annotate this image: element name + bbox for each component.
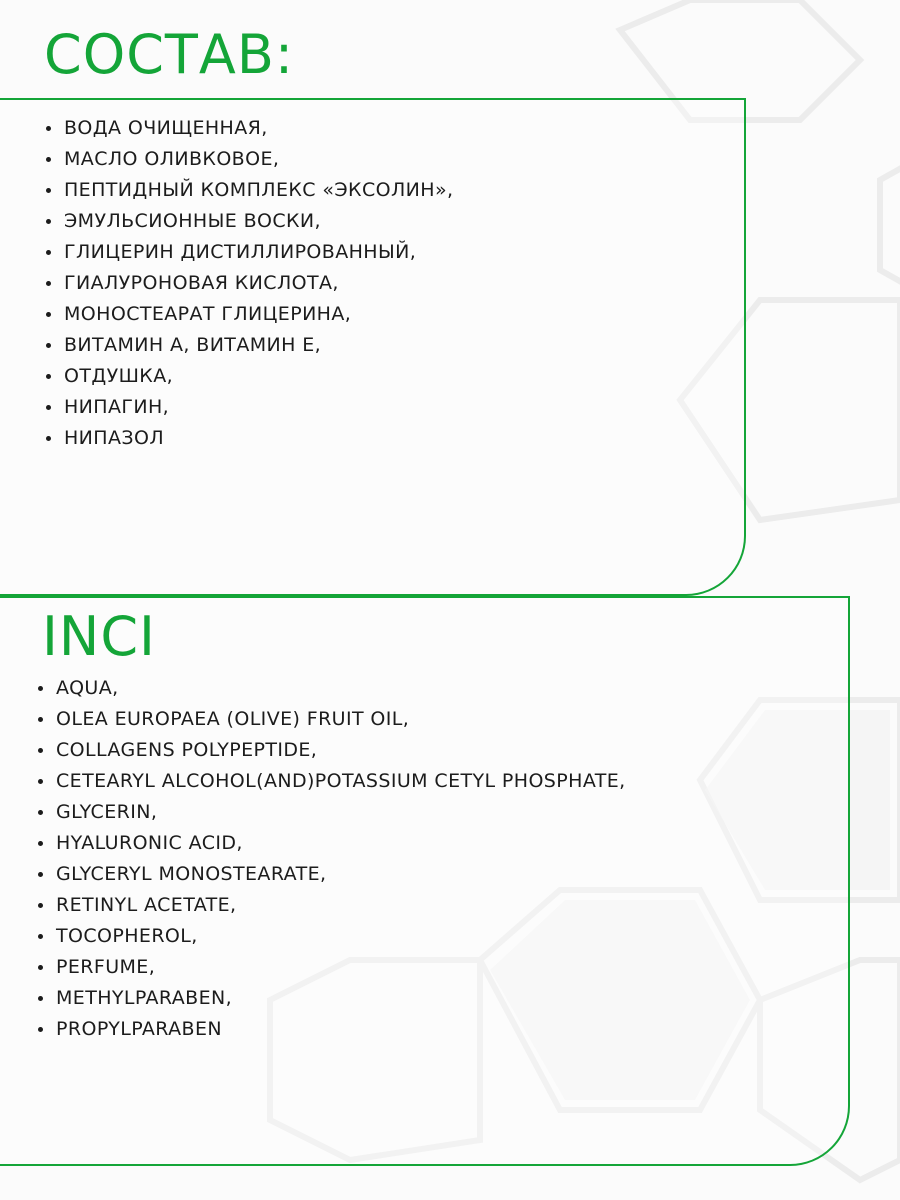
ingredient-text: ОТДУШКА, <box>64 365 174 387</box>
list-item <box>64 113 453 144</box>
bullet-icon <box>46 405 51 410</box>
bullet-icon <box>38 717 43 722</box>
bullet-icon <box>46 343 51 348</box>
ingredient-text: METHYLPARABEN, <box>56 987 233 1009</box>
ingredient-text: ВОДА ОЧИЩЕННАЯ, <box>64 117 268 139</box>
list-item <box>64 175 453 206</box>
sostav-title: СОСТАВ: <box>44 23 295 86</box>
bullet-icon <box>38 748 43 753</box>
bullet-icon <box>38 996 43 1001</box>
ingredient-text: ПЕПТИДНЫЙ КОМПЛЕКС «ЭКСОЛИН», <box>64 179 454 201</box>
list-item <box>64 237 453 268</box>
list-item <box>56 921 626 952</box>
list-item <box>56 952 626 983</box>
bullet-icon <box>46 188 51 193</box>
list-item <box>64 392 453 423</box>
list-item <box>56 1014 626 1045</box>
bullet-icon <box>38 903 43 908</box>
list-item <box>64 423 453 454</box>
list-item <box>56 797 626 828</box>
ingredient-text: PERFUME, <box>56 956 156 978</box>
bullet-icon <box>38 841 43 846</box>
list-item <box>64 299 453 330</box>
bullet-icon <box>46 126 51 131</box>
ingredient-text: PROPYLPARABEN <box>56 1018 222 1040</box>
bullet-icon <box>38 779 43 784</box>
bullet-icon <box>46 312 51 317</box>
ingredient-text: НИПАГИН, <box>64 396 170 418</box>
bullet-icon <box>46 281 51 286</box>
ingredient-text: TOCOPHEROL, <box>56 925 198 947</box>
ingredient-text: RETINYL ACETATE, <box>56 894 237 916</box>
bullet-icon <box>38 810 43 815</box>
ingredient-text: HYALURONIC ACID, <box>56 832 243 854</box>
ingredient-text: ЭМУЛЬСИОННЫЕ ВОСКИ, <box>64 210 321 232</box>
list-item <box>56 983 626 1014</box>
bullet-icon <box>46 250 51 255</box>
ingredient-text: OLEA EUROPAEA (OLIVE) FRUIT OIL, <box>56 708 410 730</box>
bullet-icon <box>46 374 51 379</box>
bullet-icon <box>46 436 51 441</box>
ingredient-text: ВИТАМИН А, ВИТАМИН Е, <box>64 334 322 356</box>
list-item <box>64 330 453 361</box>
inci-title: INCI <box>42 605 156 668</box>
ingredient-text: COLLAGENS POLYPEPTIDE, <box>56 739 318 761</box>
list-item <box>56 890 626 921</box>
ingredient-text: AQUA, <box>56 677 119 699</box>
list-item <box>64 206 453 237</box>
ingredient-text: CETEARYL ALCOHOL(AND)POTASSIUM CETYL PHOSPHATE, <box>56 770 626 792</box>
bullet-icon <box>38 872 43 877</box>
list-item <box>56 766 626 797</box>
list-item <box>64 361 453 392</box>
bullet-icon <box>46 219 51 224</box>
inci-ingredient-list <box>56 673 626 1045</box>
bullet-icon <box>38 686 43 691</box>
list-item <box>56 735 626 766</box>
bullet-icon <box>46 157 51 162</box>
ingredient-text: GLYCERIN, <box>56 801 158 823</box>
ingredient-text: МОНОСТЕАРАТ ГЛИЦЕРИНА, <box>64 303 352 325</box>
sostav-ingredient-list <box>64 113 453 454</box>
ingredient-text: GLYCERYL MONOSTEARATE, <box>56 863 327 885</box>
bullet-icon <box>38 934 43 939</box>
list-item <box>56 828 626 859</box>
ingredient-text: ГЛИЦЕРИН ДИСТИЛЛИРОВАННЫЙ, <box>64 241 417 263</box>
ingredient-text: НИПАЗОЛ <box>64 427 165 449</box>
ingredient-text: ГИАЛУРОНОВАЯ КИСЛОТА, <box>64 272 339 294</box>
list-item <box>56 859 626 890</box>
ingredient-text: МАСЛО ОЛИВКОВОЕ, <box>64 148 280 170</box>
list-item <box>56 673 626 704</box>
bullet-icon <box>38 1027 43 1032</box>
list-item <box>64 268 453 299</box>
bullet-icon <box>38 965 43 970</box>
list-item <box>56 704 626 735</box>
list-item <box>64 144 453 175</box>
